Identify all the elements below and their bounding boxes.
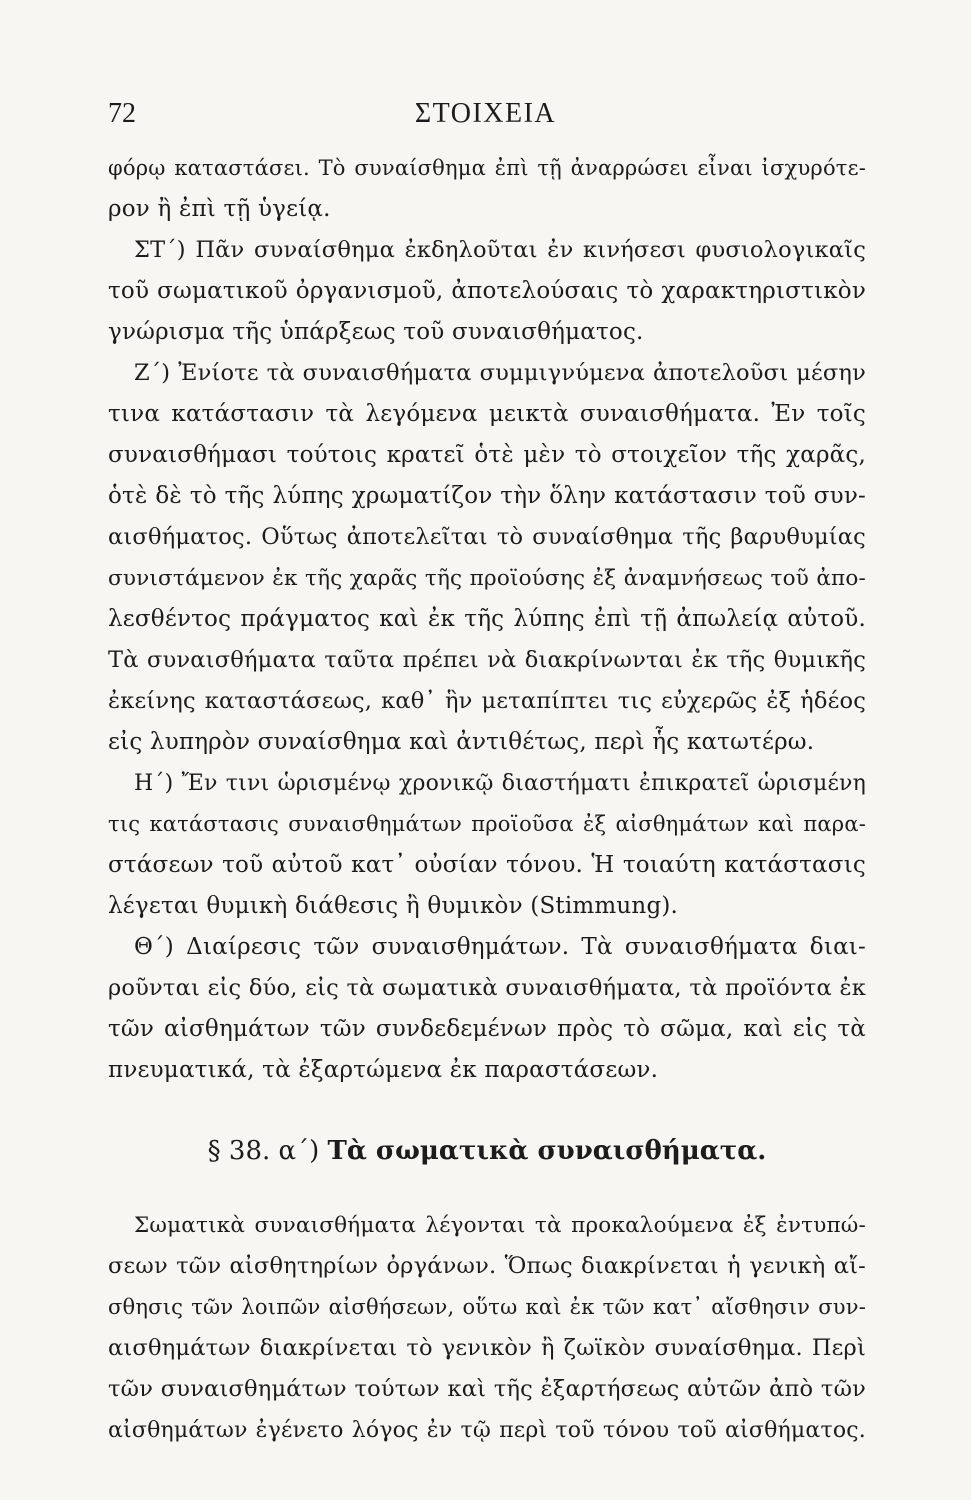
text-line: Θ΄) Διαίρεσις τῶν συναισθημάτων. Τὰ συναισθήματα διαι- [134, 934, 866, 960]
text-line: Σωματικὰ συναισθήματα λέγονται τὰ προκαλούμενα ἐξ ἐντυπώ- [134, 1213, 866, 1238]
text-line: συνιστάμενον ἐκ τῆς χαρᾶς τῆς προϊούσης ἐξ ἀναμνήσεως τοῦ ἀπο- [108, 566, 866, 591]
text-line: τοῦ σωματικοῦ ὀργανισμοῦ, ἀποτελούσαις τὸ χαρακτηριστικὸν [108, 278, 866, 304]
text-line: στάσεων τοῦ αὐτοῦ κατ᾿ οὐσίαν τόνου. Ἡ τοιαύτη κατάστασις [108, 852, 866, 878]
page-header [108, 92, 863, 142]
text-line: σθησις τῶν λοιπῶν αἰσθήσεων, οὕτω καὶ ἐκ τῶν κατ᾿ αἴσθησιν συν- [108, 1295, 866, 1319]
text-line: λεσθέντος πράγματος καὶ ἐκ τῆς λύπης ἐπὶ τῇ ἀπωλείᾳ αὐτοῦ. [108, 606, 866, 632]
running-title: ΣΤΟΙΧΕΙΑ [414, 98, 557, 129]
text-line: ρον ἢ ἐπὶ τῇ ὑγείᾳ. [108, 196, 331, 222]
section-number: § 38. α΄) [207, 1136, 320, 1166]
text-line: ἐκείνης καταστάσεως, καθ᾿ ἣν μεταπίπτει τις εὐχερῶς ἐξ ἡδέος [108, 688, 866, 714]
text-block-after [108, 1205, 866, 1451]
text-line: Ζ΄) Ἐνίοτε τὰ συναισθήματα συμμιγνύμενα ἀποτελοῦσι μέσην [134, 360, 866, 386]
text-line: Τὰ συναισθήματα ταῦτα πρέπει νὰ διακρίνωνται ἐκ τῆς θυμικῆς [108, 647, 866, 673]
text-line: Η΄) Ἔν τινι ὡρισμένῳ χρονικῷ διαστήματι ἐπικρατεῖ ὡρισμένη [134, 771, 866, 796]
text-line: συναισθήμασι τούτοις κρατεῖ ὁτὲ μὲν τὸ στοιχεῖον τῆς χαρᾶς, [108, 442, 866, 468]
text-line: τις κατάστασις συναισθημάτων προϊοῦσα ἐξ αἰσθημάτων καὶ παρα- [108, 812, 866, 836]
text-line: τῶν αἰσθημάτων τῶν συνδεδεμένων πρὸς τὸ σῶμα, καὶ εἰς τὰ [108, 1016, 866, 1042]
text-line: ὁτὲ δὲ τὸ τῆς λύπης χρωματίζον τὴν ὅλην κατάστασιν τοῦ συν- [108, 483, 866, 509]
text-line: εἰς λυπηρὸν συναίσθημα καὶ ἀντιθέτως, περὶ ἧς κατωτέρω. [108, 729, 815, 755]
text-line: πνευματικά, τὰ ἐξαρτώμενα ἐκ παραστάσεων. [108, 1057, 659, 1083]
text-line: φόρῳ καταστάσει. Τὸ συναίσθημα ἐπὶ τῇ ἀναρρώσει εἶναι ἰσχυρότε- [108, 156, 866, 180]
text-line: αισθημάτων διακρίνεται τὸ γενικὸν ἢ ζωϊκὸν συναίσθημα. Περὶ [108, 1335, 866, 1361]
body-text [108, 148, 866, 1451]
text-line: αἰσθημάτων ἐγένετο λόγος ἐν τῷ περὶ τοῦ τόνου τοῦ αἰσθήματος. [108, 1418, 866, 1443]
section-title: Τὰ σωματικὰ συναισθήματα. [327, 1136, 767, 1166]
text-line: γνώρισμα τῆς ὑπάρξεως τοῦ συναισθήματος. [108, 319, 644, 345]
text-line: ΣΤ΄) Πᾶν συναίσθημα ἐκδηλοῦται ἐν κινήσεσι φυσιολογικαῖς [134, 237, 866, 263]
text-line: σεων τῶν αἰσθητηρίων ὀργάνων. Ὅπως διακρίνεται ἡ γενικὴ αἴ- [108, 1253, 866, 1279]
text-line: τινα κατάστασιν τὰ λεγόμενα μεικτὰ συναισθήματα. Ἐν τοῖς [108, 401, 866, 427]
text-line: ροῦνται εἰς δύο, εἰς τὰ σωματικὰ συναισθήματα, τὰ προϊόντα ἐκ [108, 975, 866, 1001]
text-block-before [108, 148, 866, 1091]
section-heading [108, 1129, 866, 1173]
text-line: αισθήματος. Οὕτως ἀποτελεῖται τὸ συναίσθημα τῆς βαρυθυμίας [108, 524, 866, 550]
text-line: λέγεται θυμικὴ διάθεσις ἢ θυμικὸν (Stimmung). [108, 893, 679, 919]
text-line: τῶν συναισθημάτων τούτων καὶ τῆς ἐξαρτήσεως αὐτῶν ἀπὸ τῶν [108, 1376, 866, 1402]
page-number: 72 [108, 98, 136, 129]
